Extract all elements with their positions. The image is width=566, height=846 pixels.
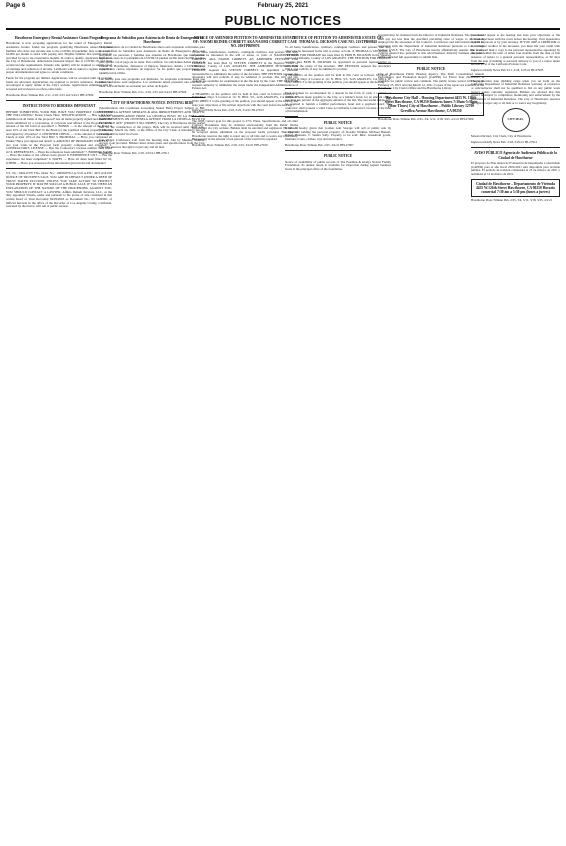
notice-body: BEFORE SUBMITTING YOUR BID, HAVE YOU PROPERLY COMPLETED THE FOLLOWING? Please Check Here: SPECIFICATIONS — Has a bid been submitted on all items of the proposal? Are all items properly signed and dated? Bid bonds submitted by a corporation, is corporate seal affixed to the Proposal? Is the amount of the bid bond as specified? 1. BONDS — Is the amount of the Bond at least 10% of the Total Bid? Is the Bond (or the Certified Check) properly filled in and signed by all parties? 2. CERTIFIED CHECK — Is the amount of the Certified Check at least 10% of the Total Bid? 3. PROPOSAL — Have you completed all blanks? Have you signed and dated? 4. AMOUNT OF PROGRAMS WRITTEN — Are your totals in the Proposal form properly computed and extended? 5. CONTRACTOR'S LICENSE — Has the Contractor's License number been filled in? 6. REFERENCES — Have the references been submitted? 7. BIDDERS NAME — Have the names of the officers been given? 8. EXPERIENCE LIST — Has the experience list been completed? 9. DATES — Have all dates been filled in? 10. OTHER — Have you reviewed all the information given in the bid documents? [6,109,112,165]
publication-line: Hawthorne Press Tribune Pub. 2/25, 3/4/21 HH-27907 [285,142,354,147]
title-rule [6,28,560,30]
column-1 [6,34,112,840]
column-5 [378,34,484,840]
notice-body: City of Hawthorne Public Hearing Agency. The Draft Consolidated Annual Performance and Evaluation Report (CAPER) for Fiscal Year 2020-2021 is available for public review and comment. The public review period will begin on February 25, 2021 and end March 12, 2021. Copies of the report are available at the Hawthorne City Clerk's Office and the Hawthorne Library. [378,71,484,91]
publication-line: Hawthorne Press Tribune Pub. 2/18, 2/25, 3/4/21 HH-27910 [192,143,268,148]
notice-title: Hawthorne Emergency Rental Assistance Grant Program [14,36,104,40]
publication-line: Inglewood Daily News Pub. 2/18, 2/25/21 HI-27912 [471,139,538,144]
notice-body: (Specifications and Conditions Governing Sealed Bids) Project Subject to Bid: "CENTINELA AVENUE MEDIANS & ADA IMPROVEMENTS AND TRAFFIC SIGNAL MODIFICATION FROM LA CIENEGA BLVD TO LA BREA AVE; IMPROVEMENTS ON CENTINELA AVENUE FROM LA CIENEGA BLVD TO FLORENCE AVE" (PROJECT NO. 9300B7). The City of Hawthorne invites sealed bids for the construction of the project. Bids will be received until 10:00 a.m., Wednesday, March 24, 2021, at the Office of the City Clerk. A mandatory pre-bid meeting will be held via Zoom. [99,106,205,137]
notice-body: Each bid must be accompanied by a deposit in the form of cash, a cashier's or certified check made payable to the City, or a bidder's bond, for an amount of not less than ten percent of the aggregate amount of the bid. The successful bidder will be required to furnish a faithful performance bond and a payment bond. The contractor shall possess a valid Class A California Contractor's License at the time of bid submission. [285,90,391,114]
column-2 [99,34,205,840]
section-title: PUBLIC NOTICES [224,13,342,28]
signature-line: Monica Dicrisci, City Clerk, City of Hawthorne [471,134,532,139]
notice-body: Los fondos para este programa son limitados. Se aceptarán solicitudes hasta que todos los fondos sean asignados. Los residentes deben presentar una solicitud en línea. Las solicitudes se revisarán por orden de llegada. [99,76,205,88]
notice-title: NOTICE OF PETITION TO ADMINISTER ESTATE OF: THOMAS G. DICKSON CASE NO. 21STPB00845 [292,36,384,45]
notice-body: you should appear at the hearing and state your objections or file written objections with the court before the hearing. Your appearance may be in person or by your attorney. IF YOU ARE A CREDITOR or a contingent creditor of the decedent, you must file your claim with the court and mail a copy to the personal representative appointed by the court within the later of either four months from the date of first issuance of letters to a general personal representative, or 60 days from the date of mailing or personal delivery to you of a notice under section 9052 of the California Probate Code. [471,34,560,67]
section-title-bar [6,11,560,31]
publication-line: Inglewood Daily News Pub 2/11, 2/18, 2/25/21 HI-27905 [471,67,544,72]
notice-body: Notice is hereby given that Golden Gait Storage will sell at public sale by competitive bidding the personal property of: Rosalie Watkins, Michael Barnett, Robert Hanssen, T. Sandra Sally. Property to be sold: Misc. household goods, furniture, boxes, clothes, toys and electronics. [285,126,391,142]
city-seal-icon: CITY SEAL [502,108,530,132]
column-3 [192,34,298,840]
divider [285,150,391,151]
notice-title: NOTICE OF AMENDED PETITION TO ADMINISTER ESTATE OF: NAOMI REINER CORBETT AKA NAOMI CORBETT CASE NO. 20STPB09076 [192,36,298,49]
notice-title: PUBLIC NOTICE [416,66,446,71]
divider [6,168,112,169]
notice-body: Join Webex Conference Call from the meeting link. Join by Meeting Number. Access code provided. Bidders must obtain plans and specifications from the City. The City reserves the right to reject any and all bids. [99,137,205,150]
notice-body: El Ayuntamiento de la Ciudad de Hawthorne ahora está aceptando solicitudes para la ronda final de Subsidios para Asistencia de Renta de Emergencia. Bajo este programa, las personas y familias que alquilan en Hawthorne que han perdido ingresos a causa de la pandemia de COVID-19 pueden recibir hasta $2,000 por mes para ayudar con el pago de su renta. Para calificar, los solicitantes deben vivir en la Ciudad de Hawthorne, demostrar el impacto financiero debido a COVID-19, y cumplir con ciertos requisitos de ingresos. Se les pedirá que proporcionen una identificación válida. [99,45,205,75]
publication-line: Hawthorne Press Tribune Pub. 2/11, 2/18, 2/25 and 3/4/21 HH-27909 [6,92,94,97]
notice-body: To all heirs, beneficiaries, creditors, contingent creditors, and persons who may otherwise be interested in the will or estate, or both, of THOMAS G. DICKSON. A PETITION FOR PROBATE has been filed by ERIN B. DICKSON in the Superior Court of California, County of LOS ANGELES. THE PETITION FOR PROBATE requests that ERIN B. DICKSON be appointed as personal representative to administer the estate of the decedent. THE PETITION requests the decedent's WILL and codicils, if any, be admitted to probate. [285,45,391,72]
publication-line: Hawthorne Press Tribune Pub. 2/11, 2/18, 2/25 and 3/4/21 HH-27909 [99,89,187,94]
notice-title: CITY OF HAWTHORNE NOTICE INVITING BIDS [110,101,194,106]
divider [378,63,484,64]
notice-body: Hawthorne is now accepting applications for the round of Emergency Rental Assistance Grants. Under the program, qualifying Hawthorne renters and their families who have lost income due to the COVID-19 pandemic may receive up to $2,000 per month to assist with paying rent. Eligible families that qualify may be provided for up to six consecutive months. In order to qualify, applicants must be in the City of Hawthorne, demonstrate financial impact due to COVID-19, and meet certain income requirements. Tenants who qualify will be required to submit proof of earnings and reduction of income. Landlords will be asked to register to provide proper documentation and agree to certain conditions. [6,41,112,75]
notice-body: Funds for the program are limited. Applications will be accepted until all program funds are allocated. Applications are required to receive assistance. Residents are encouraged to apply online at the City's website. Applications submitted will be accepted and reviewed on a first-come basis. [6,76,112,92]
notice-body: Notice of availability of public records of The Freeman & Gladys Nelson Family Foundation. Its annual return is available for inspection during regular business hours at the principal office of the foundation. [285,159,391,171]
divider [471,147,560,148]
address-box: Ciudad de Hawthorne – Departamento de Vivienda 4455 W.126th Street Hawthorne, CA 90250 Horario comercial 7:30 am a 5:30 pm (lunes a jueves) [471,179,560,198]
notice-body: To all heirs, beneficiaries, creditors, contingent creditors, and persons who may otherwise be interested in the will or estate, or both, of NAOMI REINER CORBETT AKA NAOMI CORBETT. AN AMENDED PETITION FOR PROBATE has been filed by STEVEN CORBETT in the Superior Court of California, County of LOS ANGELES. THE AMENDED PETITION FOR PROBATE requests that STEVEN CORBETT be appointed as personal representative to administer the estate of the decedent. THE PETITION requests the decedent's will and codicils, if any, be admitted to probate. The will and any codicils are available for examination in the file kept by the court. THE PETITION requests authority to administer the estate under the Independent Administration of Estates Act. [192,49,298,91]
publication-line: Hawthorne Press Tribune Pub. 2/18, 2/25/21 HH-27911 [99,150,170,155]
notice-body: The application date (bidding range when you set forth on the California Department of Industrial Relations website). A contractor or subcontractor shall not be qualified to bid on any public work project unless currently registered. Bidders are advised that this project is subject to compliance monitoring and enforcement by the Department of Industrial Relations. The City of Hawthorne reserves the right to reject any or all bids or to waive any irregularity. [471,78,560,105]
notice-title: Programa de Subsidios para Asistencia de Renta de Emergencia en Hawthorne [100,36,204,45]
publication-line: Hawthorne Press Tribune Pub. 2/25, 3/4, 3/11, 3/18, 3/25, 4/1/21 [471,198,553,203]
notice-title: INSTRUCTIONS TO BIDDERS IMPORTANT [22,104,96,109]
notice-body: The ONE contact goal for this project is 27%. Plans, Specifications, and all other Contract Documents may be obtained electronically from the Public Works Department via City website. Bidders shall be enrolled and registered. No bid will be accepted unless submitted on the proposal forms provided. The City of Hawthorne reserves the right to reject any or all bids and to waive any informality. Bid security in the amount of ten percent of the total bid is required. [192,119,298,142]
notice-body: A HEARING on the petition will be held in this court as follows: 03/16/21 at 8:30AM in Dept. 9 located at 111 N. HILL ST., LOS ANGELES, CA 90012. IF YOU OBJECT to the granting of the petition, you should appear at the hearing. [285,73,391,85]
divider [471,76,560,77]
address-box: Hawthorne City Hall – Housing Department 4455 W. 126th Street Hawthorne, CA 90250 Business hours 7:30am-5:30pm (Mon-Thurs) City of Hawthorne – Public Library 12700 Grevillea Avenue Hawthorne, CA 90250 [378,93,484,116]
divider [6,100,112,101]
notice-body: program may be obtained from the Director of Industrial Relations. The Contractor shall pay not less than the specified prevailing rates of wages to all workers employed in the execution of the Contract. Contractors and subcontractors shall be registered with the Department of Industrial Relations pursuant to Labor Code Section 1725.5. The City of Hawthorne hereby affirmatively ensures that in any contract entered into pursuant to this advertisement, minority business enterprises will be afforded full opportunity to submit bids. [378,34,484,59]
divider [285,88,391,89]
notice-title: AVISO PÚBLICO Agencia de Audiencia Pública de la Ciudad de Hawthorne [474,151,557,160]
notice-title: PUBLIC NOTICE [323,154,353,159]
notice-body: T.S. No.: 9462-0378 TSG Order No.: 190950076-CA-VOI A.P.N.: 4071-016-018 NOTICE OF TRUSTEE'S SALE. YOU ARE IN DEFAULT UNDER A DEED OF TRUST DATED 04/15/2003. UNLESS YOU TAKE ACTION TO PROTECT YOUR PROPERTY, IT MAY BE SOLD AT A PUBLIC SALE. IF YOU NEED AN EXPLANATION OF THE NATURE OF THE PROCEEDING AGAINST YOU, YOU SHOULD CONTACT A LAWYER. Affinia Default Services, LLC, as the duly appointed Trustee, under and pursuant to the power of sale contained in that certain Deed of Trust Recorded 04/29/2003 as Document No.: 03 1220395, of Official Records in the office of the Recorder of Los Angeles County, California, executed by the trustor, will sell at public auction. [6,171,112,209]
notice-body: El proyecto de Plan Anual de Evaluación de Desempeño Consolidado (CAPER) para el año fiscal 2020-2021 está disponible para revisión pública. El período de revisión comenzará el 25 de febrero de 2021 y terminará el 12 de marzo de 2021. [471,160,560,176]
page-number: Page 6 [6,3,26,9]
column-4 [285,34,391,840]
publication-line: Hawthorne Press Tribune Pub. 2/25, 3/4, 3/11, 3/18, 3/25, 4/1/21 HH-27906 [378,116,474,121]
notice-body: A HEARING on the petition will be held in this court as follows: 03/29/21 at 8:30AM in Dept. 9 located at 111 N. HILL ST., LOS ANGELES, CA 90012. IF YOU OBJECT to the granting of the petition, you should appear at the hearing and state your objections or file written objections with the court before the hearing. [192,91,298,107]
publication-line: Inglewood Daily News Pub. 2/18, 2/25, 3/4/21 HI-27913 [192,108,264,113]
column-6 [471,34,560,840]
divider [192,116,298,117]
divider [99,97,205,98]
notice-title: PUBLIC NOTICE [323,120,353,125]
divider [285,117,391,118]
issue-date: February 25, 2021 [257,3,309,9]
